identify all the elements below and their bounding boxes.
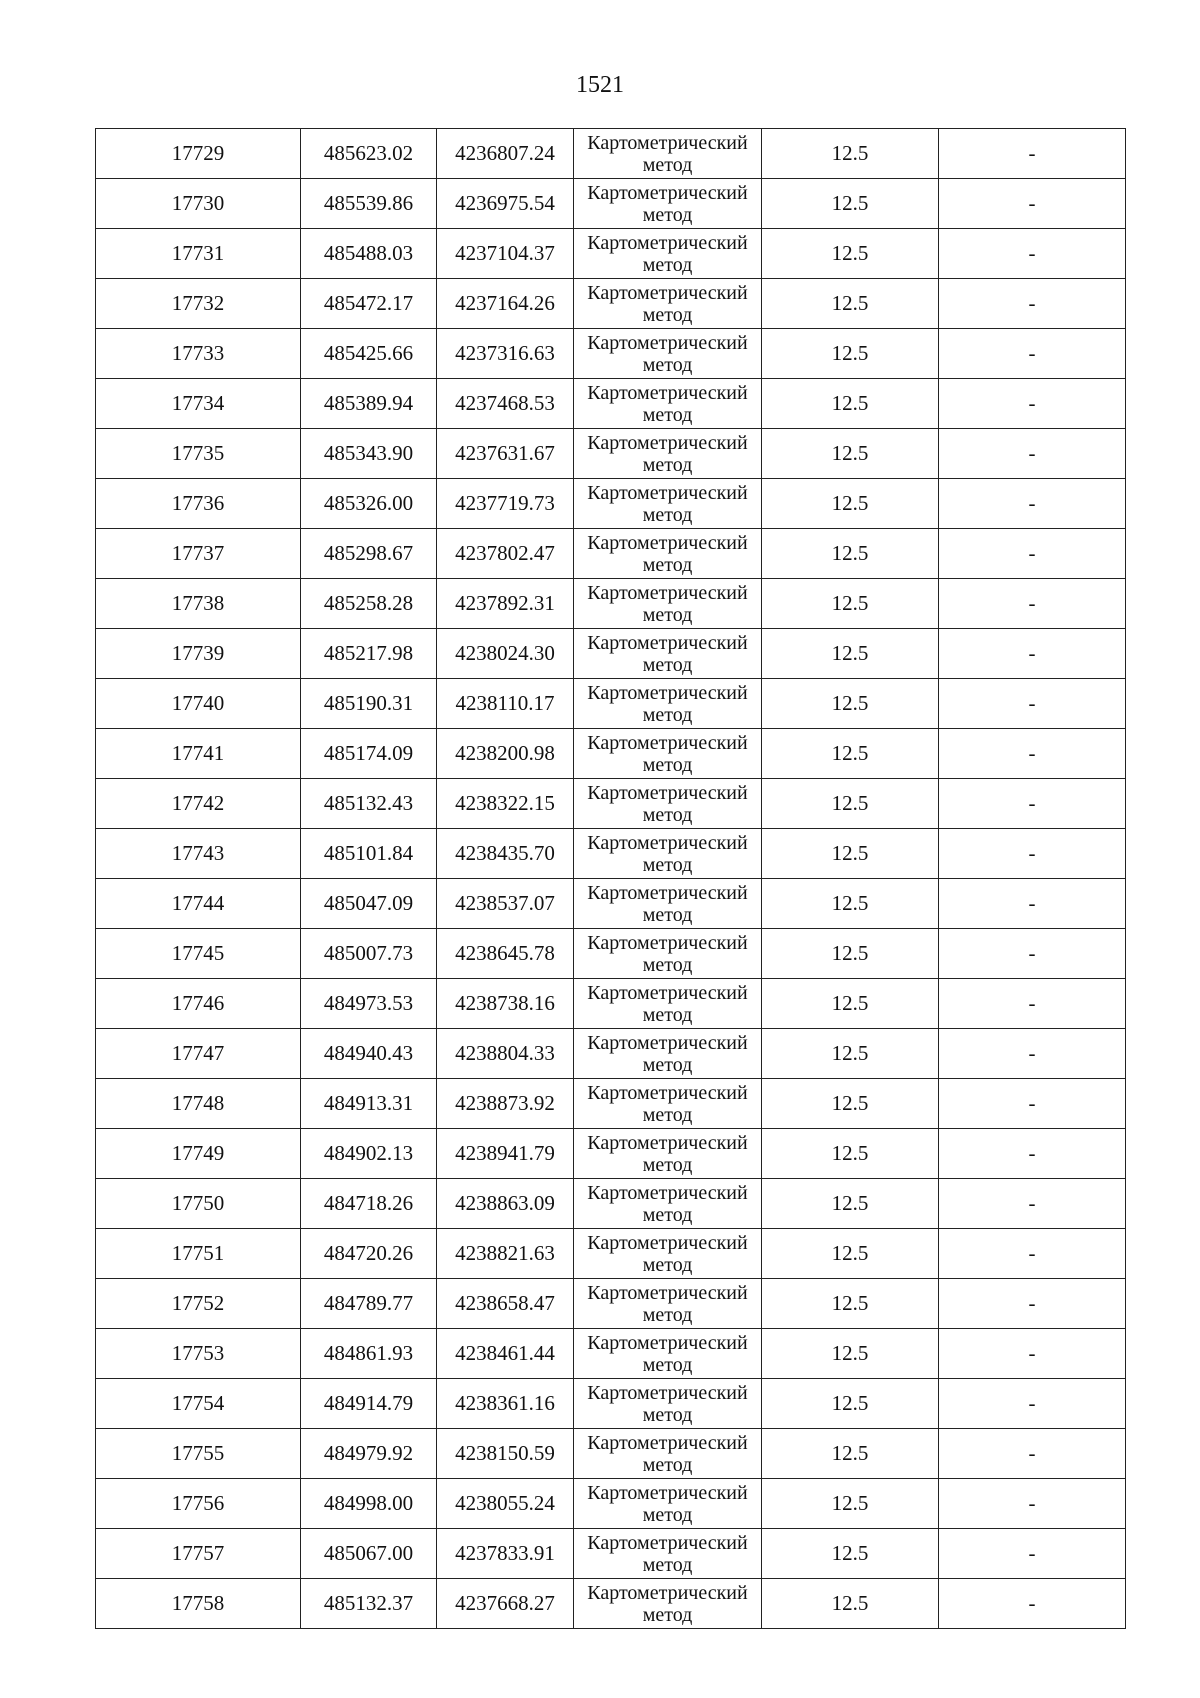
method-cell bbox=[574, 1179, 762, 1229]
method-cell bbox=[574, 679, 762, 729]
y-coordinate-cell: 4237833.91 bbox=[437, 1529, 574, 1579]
method-text-line-2: метод bbox=[642, 803, 693, 826]
accuracy-cell: 12.5 bbox=[762, 679, 939, 729]
method-text-line-2: метод bbox=[642, 703, 693, 726]
point-id-cell: 17745 bbox=[96, 929, 301, 979]
table-row bbox=[96, 329, 1126, 379]
x-coordinate-cell: 484914.79 bbox=[301, 1379, 437, 1429]
note-cell: - bbox=[939, 1429, 1126, 1479]
x-coordinate-cell: 485623.02 bbox=[301, 129, 437, 179]
method-cell bbox=[574, 779, 762, 829]
y-coordinate-cell: 4236807.24 bbox=[437, 129, 574, 179]
method-cell bbox=[574, 229, 762, 279]
point-id-cell: 17736 bbox=[96, 479, 301, 529]
method-text-line-1: Картометрический bbox=[587, 1381, 748, 1404]
point-id-cell: 17743 bbox=[96, 829, 301, 879]
table-row bbox=[96, 629, 1126, 679]
x-coordinate-cell: 484913.31 bbox=[301, 1079, 437, 1129]
method-cell bbox=[574, 729, 762, 779]
method-text-line-2: метод bbox=[642, 1503, 693, 1526]
y-coordinate-cell: 4237631.67 bbox=[437, 429, 574, 479]
method-text-line-2: метод bbox=[642, 1353, 693, 1376]
point-id-cell: 17739 bbox=[96, 629, 301, 679]
y-coordinate-cell: 4238150.59 bbox=[437, 1429, 574, 1479]
point-id-cell: 17740 bbox=[96, 679, 301, 729]
accuracy-cell: 12.5 bbox=[762, 379, 939, 429]
note-cell: - bbox=[939, 229, 1126, 279]
method-text-line-1: Картометрический bbox=[587, 531, 748, 554]
note-cell: - bbox=[939, 1379, 1126, 1429]
method-text-line-2: метод bbox=[642, 253, 693, 276]
note-cell: - bbox=[939, 1129, 1126, 1179]
method-text-line-1: Картометрический bbox=[587, 1281, 748, 1304]
point-id-cell: 17755 bbox=[96, 1429, 301, 1479]
table-row bbox=[96, 829, 1126, 879]
point-id-cell: 17753 bbox=[96, 1329, 301, 1379]
method-text-line-1: Картометрический bbox=[587, 981, 748, 1004]
x-coordinate-cell: 484720.26 bbox=[301, 1229, 437, 1279]
point-id-cell: 17742 bbox=[96, 779, 301, 829]
accuracy-cell: 12.5 bbox=[762, 1179, 939, 1229]
method-cell bbox=[574, 1579, 762, 1629]
accuracy-cell: 12.5 bbox=[762, 479, 939, 529]
table-row bbox=[96, 1129, 1126, 1179]
point-id-cell: 17729 bbox=[96, 129, 301, 179]
accuracy-cell: 12.5 bbox=[762, 329, 939, 379]
x-coordinate-cell: 484998.00 bbox=[301, 1479, 437, 1529]
coordinates-table bbox=[95, 128, 1126, 1629]
y-coordinate-cell: 4238200.98 bbox=[437, 729, 574, 779]
accuracy-cell: 12.5 bbox=[762, 129, 939, 179]
y-coordinate-cell: 4237719.73 bbox=[437, 479, 574, 529]
method-cell bbox=[574, 1229, 762, 1279]
table-row bbox=[96, 279, 1126, 329]
method-text-line-1: Картометрический bbox=[587, 931, 748, 954]
method-text-line-2: метод bbox=[642, 503, 693, 526]
method-text-line-2: метод bbox=[642, 1253, 693, 1276]
point-id-cell: 17734 bbox=[96, 379, 301, 429]
table-row bbox=[96, 529, 1126, 579]
method-cell bbox=[574, 129, 762, 179]
note-cell: - bbox=[939, 129, 1126, 179]
method-cell bbox=[574, 1529, 762, 1579]
point-id-cell: 17749 bbox=[96, 1129, 301, 1179]
point-id-cell: 17738 bbox=[96, 579, 301, 629]
accuracy-cell: 12.5 bbox=[762, 879, 939, 929]
accuracy-cell: 12.5 bbox=[762, 1279, 939, 1329]
point-id-cell: 17730 bbox=[96, 179, 301, 229]
y-coordinate-cell: 4238941.79 bbox=[437, 1129, 574, 1179]
method-text-line-1: Картометрический bbox=[587, 181, 748, 204]
table-row bbox=[96, 1579, 1126, 1629]
point-id-cell: 17748 bbox=[96, 1079, 301, 1129]
method-text-line-1: Картометрический bbox=[587, 831, 748, 854]
note-cell: - bbox=[939, 529, 1126, 579]
method-text-line-2: метод bbox=[642, 1403, 693, 1426]
method-text-line-1: Картометрический bbox=[587, 1131, 748, 1154]
note-cell: - bbox=[939, 1479, 1126, 1529]
page-number: 1521 bbox=[576, 72, 624, 98]
y-coordinate-cell: 4238024.30 bbox=[437, 629, 574, 679]
method-text-line-2: метод bbox=[642, 603, 693, 626]
note-cell: - bbox=[939, 479, 1126, 529]
method-text-line-1: Картометрический bbox=[587, 1531, 748, 1554]
method-cell bbox=[574, 1079, 762, 1129]
method-text-line-1: Картометрический bbox=[587, 1581, 748, 1604]
method-text-line-1: Картометрический bbox=[587, 1331, 748, 1354]
method-cell bbox=[574, 979, 762, 1029]
note-cell: - bbox=[939, 979, 1126, 1029]
note-cell: - bbox=[939, 1279, 1126, 1329]
table-row bbox=[96, 1279, 1126, 1329]
x-coordinate-cell: 485132.37 bbox=[301, 1579, 437, 1629]
method-cell bbox=[574, 1429, 762, 1479]
method-cell bbox=[574, 379, 762, 429]
table-row bbox=[96, 379, 1126, 429]
table-row bbox=[96, 979, 1126, 1029]
method-cell bbox=[574, 1129, 762, 1179]
method-cell bbox=[574, 1479, 762, 1529]
point-id-cell: 17754 bbox=[96, 1379, 301, 1429]
x-coordinate-cell: 485190.31 bbox=[301, 679, 437, 729]
y-coordinate-cell: 4237468.53 bbox=[437, 379, 574, 429]
x-coordinate-cell: 485258.28 bbox=[301, 579, 437, 629]
table-row bbox=[96, 729, 1126, 779]
point-id-cell: 17744 bbox=[96, 879, 301, 929]
x-coordinate-cell: 485101.84 bbox=[301, 829, 437, 879]
x-coordinate-cell: 485425.66 bbox=[301, 329, 437, 379]
accuracy-cell: 12.5 bbox=[762, 1079, 939, 1129]
table-row bbox=[96, 779, 1126, 829]
y-coordinate-cell: 4238110.17 bbox=[437, 679, 574, 729]
point-id-cell: 17752 bbox=[96, 1279, 301, 1329]
point-id-cell: 17737 bbox=[96, 529, 301, 579]
method-text-line-2: метод bbox=[642, 1553, 693, 1576]
method-cell bbox=[574, 1279, 762, 1329]
accuracy-cell: 12.5 bbox=[762, 1329, 939, 1379]
accuracy-cell: 12.5 bbox=[762, 529, 939, 579]
point-id-cell: 17735 bbox=[96, 429, 301, 479]
accuracy-cell: 12.5 bbox=[762, 779, 939, 829]
note-cell: - bbox=[939, 1579, 1126, 1629]
y-coordinate-cell: 4238461.44 bbox=[437, 1329, 574, 1379]
y-coordinate-cell: 4237668.27 bbox=[437, 1579, 574, 1629]
table-row bbox=[96, 479, 1126, 529]
x-coordinate-cell: 485007.73 bbox=[301, 929, 437, 979]
accuracy-cell: 12.5 bbox=[762, 1379, 939, 1429]
method-text-line-2: метод bbox=[642, 1203, 693, 1226]
y-coordinate-cell: 4237316.63 bbox=[437, 329, 574, 379]
method-text-line-2: метод bbox=[642, 553, 693, 576]
method-cell bbox=[574, 1379, 762, 1429]
note-cell: - bbox=[939, 929, 1126, 979]
method-text-line-2: метод bbox=[642, 903, 693, 926]
method-cell bbox=[574, 1329, 762, 1379]
note-cell: - bbox=[939, 379, 1126, 429]
x-coordinate-cell: 484973.53 bbox=[301, 979, 437, 1029]
note-cell: - bbox=[939, 879, 1126, 929]
table-row bbox=[96, 1079, 1126, 1129]
table-row bbox=[96, 229, 1126, 279]
method-text-line-1: Картометрический bbox=[587, 581, 748, 604]
method-text-line-2: метод bbox=[642, 1303, 693, 1326]
table-row bbox=[96, 1379, 1126, 1429]
method-cell bbox=[574, 1029, 762, 1079]
point-id-cell: 17756 bbox=[96, 1479, 301, 1529]
method-text-line-2: метод bbox=[642, 203, 693, 226]
method-text-line-1: Картометрический bbox=[587, 881, 748, 904]
y-coordinate-cell: 4238738.16 bbox=[437, 979, 574, 1029]
method-text-line-2: метод bbox=[642, 1603, 693, 1626]
accuracy-cell: 12.5 bbox=[762, 429, 939, 479]
table-row bbox=[96, 1229, 1126, 1279]
y-coordinate-cell: 4238804.33 bbox=[437, 1029, 574, 1079]
accuracy-cell: 12.5 bbox=[762, 829, 939, 879]
x-coordinate-cell: 484789.77 bbox=[301, 1279, 437, 1329]
y-coordinate-cell: 4238361.16 bbox=[437, 1379, 574, 1429]
accuracy-cell: 12.5 bbox=[762, 279, 939, 329]
table-row bbox=[96, 1529, 1126, 1579]
x-coordinate-cell: 485472.17 bbox=[301, 279, 437, 329]
accuracy-cell: 12.5 bbox=[762, 929, 939, 979]
y-coordinate-cell: 4237104.37 bbox=[437, 229, 574, 279]
method-text-line-1: Картометрический bbox=[587, 381, 748, 404]
point-id-cell: 17757 bbox=[96, 1529, 301, 1579]
x-coordinate-cell: 484979.92 bbox=[301, 1429, 437, 1479]
accuracy-cell: 12.5 bbox=[762, 1229, 939, 1279]
accuracy-cell: 12.5 bbox=[762, 979, 939, 1029]
accuracy-cell: 12.5 bbox=[762, 1029, 939, 1079]
note-cell: - bbox=[939, 329, 1126, 379]
y-coordinate-cell: 4238821.63 bbox=[437, 1229, 574, 1279]
accuracy-cell: 12.5 bbox=[762, 1529, 939, 1579]
y-coordinate-cell: 4238435.70 bbox=[437, 829, 574, 879]
method-text-line-1: Картометрический bbox=[587, 1031, 748, 1054]
method-text-line-1: Картометрический bbox=[587, 1081, 748, 1104]
accuracy-cell: 12.5 bbox=[762, 729, 939, 779]
note-cell: - bbox=[939, 679, 1126, 729]
y-coordinate-cell: 4237892.31 bbox=[437, 579, 574, 629]
x-coordinate-cell: 485343.90 bbox=[301, 429, 437, 479]
table-body bbox=[96, 129, 1126, 1629]
x-coordinate-cell: 485132.43 bbox=[301, 779, 437, 829]
method-cell bbox=[574, 879, 762, 929]
method-text-line-2: метод bbox=[642, 303, 693, 326]
note-cell: - bbox=[939, 829, 1126, 879]
method-text-line-1: Картометрический bbox=[587, 431, 748, 454]
note-cell: - bbox=[939, 1179, 1126, 1229]
note-cell: - bbox=[939, 1329, 1126, 1379]
accuracy-cell: 12.5 bbox=[762, 1129, 939, 1179]
method-text-line-2: метод bbox=[642, 1003, 693, 1026]
table-row bbox=[96, 1029, 1126, 1079]
note-cell: - bbox=[939, 1529, 1126, 1579]
method-text-line-1: Картометрический bbox=[587, 681, 748, 704]
point-id-cell: 17732 bbox=[96, 279, 301, 329]
accuracy-cell: 12.5 bbox=[762, 629, 939, 679]
table-row bbox=[96, 679, 1126, 729]
method-text-line-2: метод bbox=[642, 453, 693, 476]
table-row bbox=[96, 1479, 1126, 1529]
method-text-line-1: Картометрический bbox=[587, 231, 748, 254]
y-coordinate-cell: 4238873.92 bbox=[437, 1079, 574, 1129]
table-row bbox=[96, 879, 1126, 929]
x-coordinate-cell: 484718.26 bbox=[301, 1179, 437, 1229]
method-cell bbox=[574, 329, 762, 379]
x-coordinate-cell: 485067.00 bbox=[301, 1529, 437, 1579]
method-text-line-2: метод bbox=[642, 1053, 693, 1076]
method-cell bbox=[574, 429, 762, 479]
method-text-line-1: Картометрический bbox=[587, 1431, 748, 1454]
method-text-line-2: метод bbox=[642, 153, 693, 176]
y-coordinate-cell: 4238863.09 bbox=[437, 1179, 574, 1229]
note-cell: - bbox=[939, 579, 1126, 629]
method-text-line-2: метод bbox=[642, 353, 693, 376]
point-id-cell: 17750 bbox=[96, 1179, 301, 1229]
method-cell bbox=[574, 629, 762, 679]
method-text-line-2: метод bbox=[642, 753, 693, 776]
table-row bbox=[96, 129, 1126, 179]
y-coordinate-cell: 4236975.54 bbox=[437, 179, 574, 229]
y-coordinate-cell: 4238645.78 bbox=[437, 929, 574, 979]
note-cell: - bbox=[939, 1229, 1126, 1279]
x-coordinate-cell: 485174.09 bbox=[301, 729, 437, 779]
method-text-line-2: метод bbox=[642, 953, 693, 976]
y-coordinate-cell: 4237164.26 bbox=[437, 279, 574, 329]
table-row bbox=[96, 1429, 1126, 1479]
table-row bbox=[96, 1329, 1126, 1379]
method-text-line-1: Картометрический bbox=[587, 731, 748, 754]
method-cell bbox=[574, 279, 762, 329]
method-text-line-1: Картометрический bbox=[587, 631, 748, 654]
point-id-cell: 17733 bbox=[96, 329, 301, 379]
method-text-line-1: Картометрический bbox=[587, 281, 748, 304]
x-coordinate-cell: 485488.03 bbox=[301, 229, 437, 279]
point-id-cell: 17747 bbox=[96, 1029, 301, 1079]
note-cell: - bbox=[939, 729, 1126, 779]
accuracy-cell: 12.5 bbox=[762, 1479, 939, 1529]
method-text-line-2: метод bbox=[642, 653, 693, 676]
y-coordinate-cell: 4238537.07 bbox=[437, 879, 574, 929]
x-coordinate-cell: 485298.67 bbox=[301, 529, 437, 579]
accuracy-cell: 12.5 bbox=[762, 1579, 939, 1629]
note-cell: - bbox=[939, 629, 1126, 679]
note-cell: - bbox=[939, 779, 1126, 829]
method-text-line-1: Картометрический bbox=[587, 131, 748, 154]
method-text-line-1: Картометрический bbox=[587, 781, 748, 804]
x-coordinate-cell: 485326.00 bbox=[301, 479, 437, 529]
point-id-cell: 17746 bbox=[96, 979, 301, 1029]
point-id-cell: 17731 bbox=[96, 229, 301, 279]
method-cell bbox=[574, 579, 762, 629]
accuracy-cell: 12.5 bbox=[762, 229, 939, 279]
table-row bbox=[96, 1179, 1126, 1229]
y-coordinate-cell: 4238322.15 bbox=[437, 779, 574, 829]
x-coordinate-cell: 485539.86 bbox=[301, 179, 437, 229]
note-cell: - bbox=[939, 279, 1126, 329]
x-coordinate-cell: 484861.93 bbox=[301, 1329, 437, 1379]
y-coordinate-cell: 4237802.47 bbox=[437, 529, 574, 579]
table-row bbox=[96, 929, 1126, 979]
point-id-cell: 17751 bbox=[96, 1229, 301, 1279]
method-text-line-1: Картометрический bbox=[587, 1231, 748, 1254]
method-cell bbox=[574, 529, 762, 579]
method-text-line-1: Картометрический bbox=[587, 481, 748, 504]
table-row bbox=[96, 429, 1126, 479]
table-row bbox=[96, 579, 1126, 629]
x-coordinate-cell: 484902.13 bbox=[301, 1129, 437, 1179]
method-text-line-1: Картометрический bbox=[587, 331, 748, 354]
method-cell bbox=[574, 479, 762, 529]
method-text-line-2: метод bbox=[642, 1103, 693, 1126]
point-id-cell: 17741 bbox=[96, 729, 301, 779]
method-cell bbox=[574, 929, 762, 979]
x-coordinate-cell: 484940.43 bbox=[301, 1029, 437, 1079]
method-text-line-2: метод bbox=[642, 403, 693, 426]
y-coordinate-cell: 4238055.24 bbox=[437, 1479, 574, 1529]
point-id-cell: 17758 bbox=[96, 1579, 301, 1629]
note-cell: - bbox=[939, 429, 1126, 479]
x-coordinate-cell: 485389.94 bbox=[301, 379, 437, 429]
note-cell: - bbox=[939, 179, 1126, 229]
x-coordinate-cell: 485047.09 bbox=[301, 879, 437, 929]
note-cell: - bbox=[939, 1029, 1126, 1079]
method-text-line-2: метод bbox=[642, 853, 693, 876]
method-text-line-1: Картометрический bbox=[587, 1181, 748, 1204]
accuracy-cell: 12.5 bbox=[762, 1429, 939, 1479]
table-row bbox=[96, 179, 1126, 229]
method-text-line-1: Картометрический bbox=[587, 1481, 748, 1504]
x-coordinate-cell: 485217.98 bbox=[301, 629, 437, 679]
method-text-line-2: метод bbox=[642, 1453, 693, 1476]
method-cell bbox=[574, 829, 762, 879]
method-cell bbox=[574, 179, 762, 229]
y-coordinate-cell: 4238658.47 bbox=[437, 1279, 574, 1329]
note-cell: - bbox=[939, 1079, 1126, 1129]
method-text-line-2: метод bbox=[642, 1153, 693, 1176]
accuracy-cell: 12.5 bbox=[762, 179, 939, 229]
accuracy-cell: 12.5 bbox=[762, 579, 939, 629]
